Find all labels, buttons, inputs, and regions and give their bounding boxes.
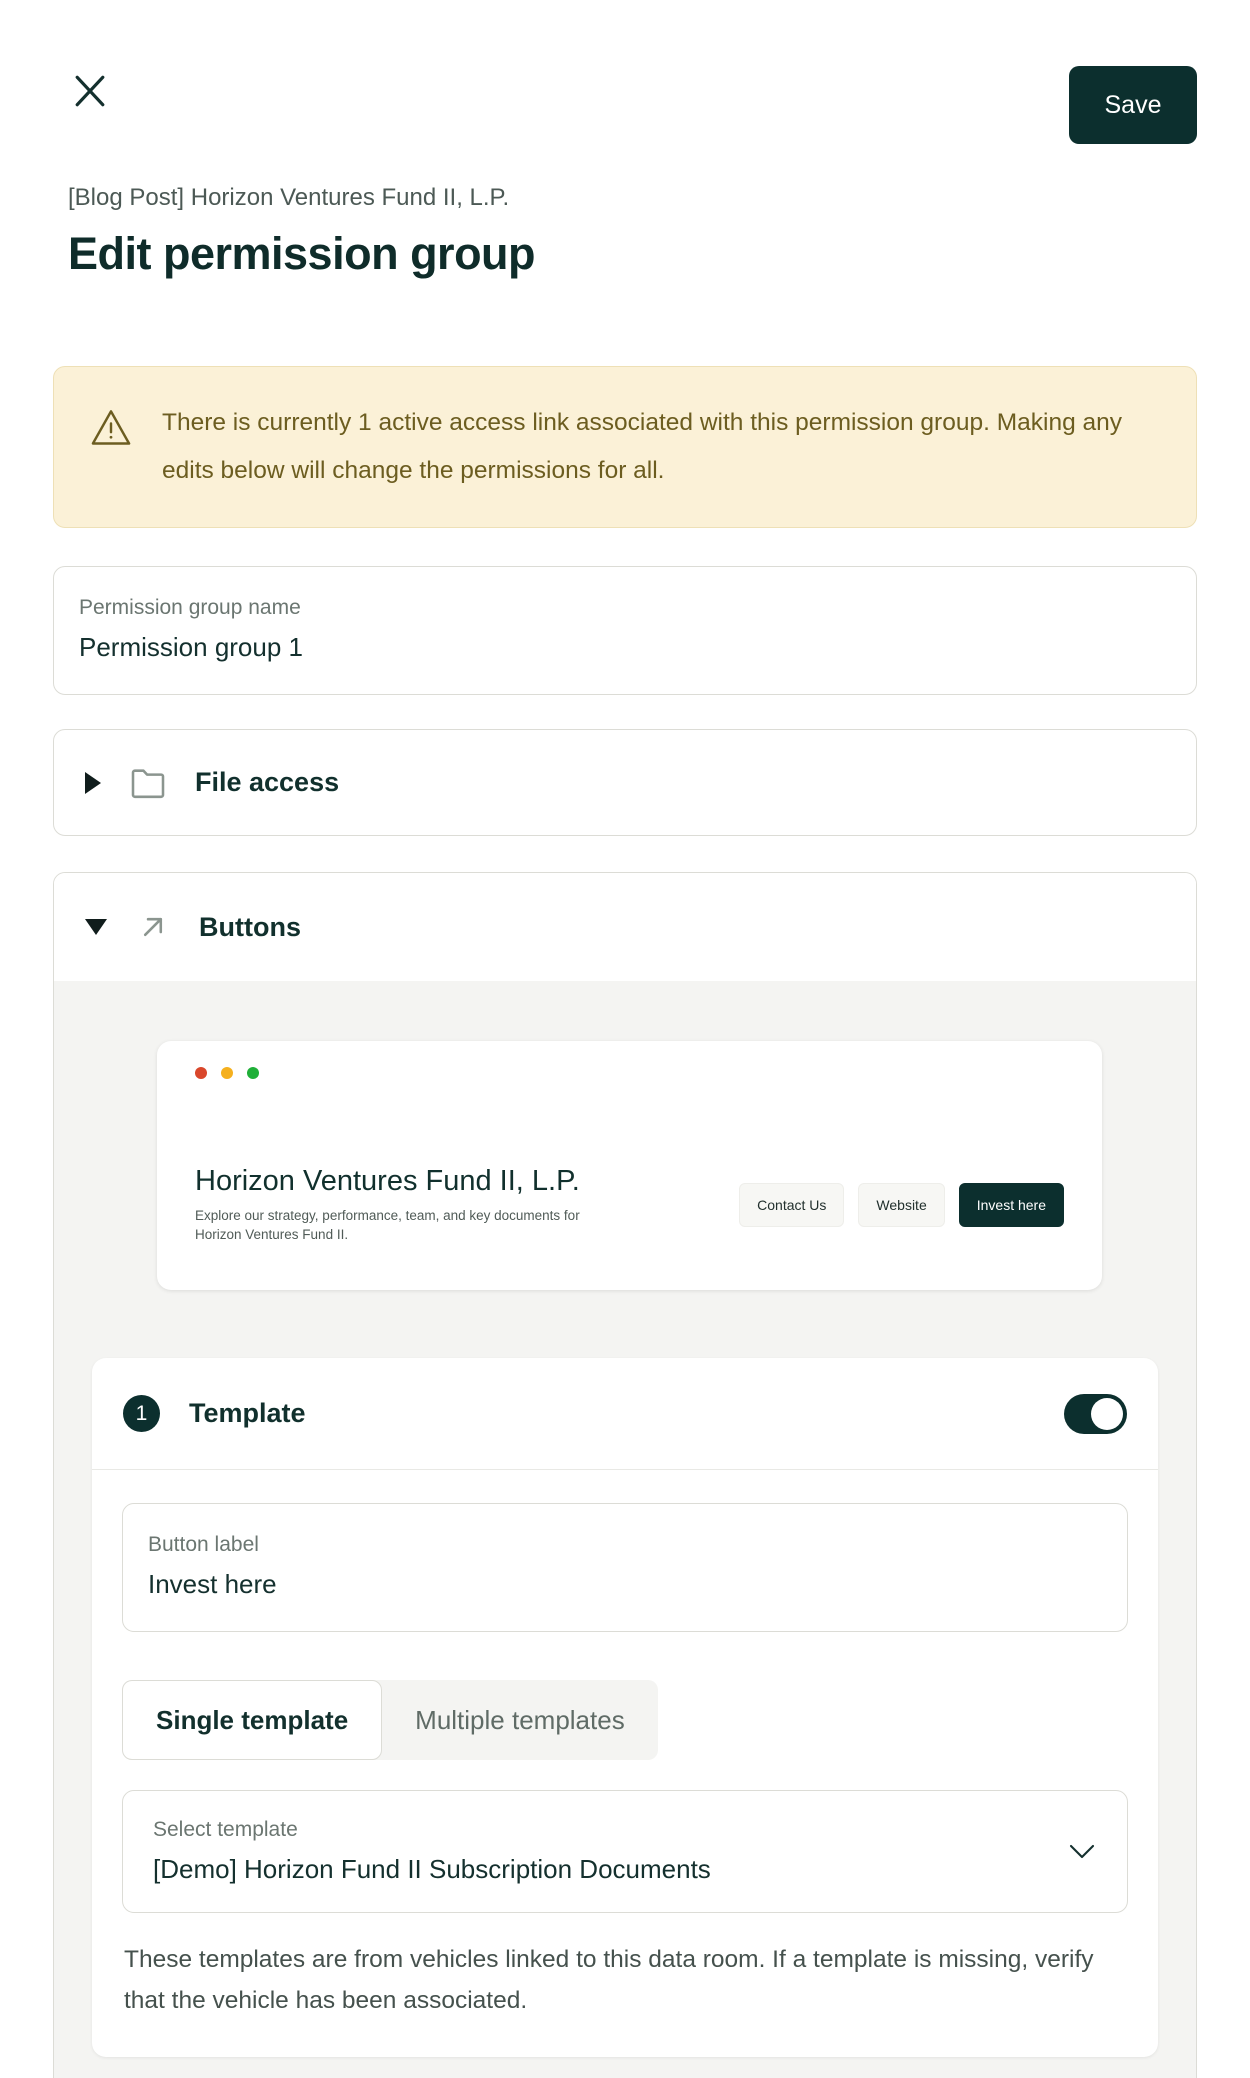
buttons-section-header[interactable]	[54, 873, 1196, 981]
page-title: Edit permission group	[68, 228, 536, 279]
preview-invest-here-button[interactable]: Invest here	[959, 1183, 1064, 1227]
permission-group-name-value[interactable]: Permission group 1	[79, 632, 303, 662]
caret-right-icon	[85, 772, 101, 794]
template-card-title: Template	[189, 1398, 306, 1428]
permission-group-name-label: Permission group name	[79, 596, 301, 619]
warning-banner	[53, 366, 1197, 528]
select-template-label: Select template	[153, 1818, 298, 1841]
buttons-section-label: Buttons	[199, 911, 301, 942]
preview-fund-description: Explore our strategy, performance, team, and key documents for Horizon Ventures Fund II.	[195, 1208, 580, 1242]
browser-dot-red	[195, 1067, 207, 1079]
template-card-header	[92, 1358, 1158, 1470]
browser-dot-green	[247, 1067, 259, 1079]
browser-dot-amber	[221, 1067, 233, 1079]
select-template-dropdown[interactable]	[122, 1790, 1128, 1913]
button-label-value[interactable]: Invest here	[148, 1569, 277, 1599]
close-button[interactable]	[65, 66, 115, 116]
file-access-section-label: File access	[195, 767, 340, 797]
close-icon	[68, 69, 112, 113]
tab-single-template[interactable]: Single template	[122, 1680, 382, 1760]
breadcrumb: [Blog Post] Horizon Ventures Fund II, L.P.	[68, 184, 510, 211]
browser-dots	[157, 1067, 1102, 1079]
template-toggle[interactable]	[1064, 1394, 1127, 1434]
preview-website-button[interactable]: Website	[858, 1183, 944, 1227]
toggle-knob	[1091, 1398, 1123, 1430]
template-card	[92, 1358, 1158, 2057]
top-bar	[53, 0, 1197, 144]
template-card-body	[92, 1470, 1158, 2057]
preview-fund-title: Horizon Ventures Fund II, L.P.	[195, 1165, 580, 1197]
select-template-text	[153, 1818, 711, 1885]
caret-down-icon	[85, 919, 107, 935]
file-access-section-header[interactable]	[53, 729, 1197, 836]
permission-group-name-field[interactable]	[53, 566, 1197, 695]
warning-triangle-icon	[90, 407, 132, 452]
select-template-value: [Demo] Horizon Fund II Subscription Documents	[153, 1854, 711, 1884]
preview-buttons-row	[739, 1183, 1064, 1227]
preview-content	[157, 1165, 1102, 1244]
warning-text: There is currently 1 active access link associated with this permission group. Making any edits below will change the permissions for all.	[162, 409, 1122, 484]
chevron-down-icon	[1067, 1842, 1097, 1861]
tab-multiple-templates[interactable]: Multiple templates	[382, 1680, 658, 1760]
folder-icon	[130, 767, 166, 799]
button-label-field[interactable]	[122, 1503, 1128, 1632]
landing-page-preview	[157, 1041, 1102, 1290]
button-label-label: Button label	[148, 1533, 259, 1556]
template-help-text: These templates are from vehicles linked to this data room. If a template is missing, verify that the vehicle has been associated.	[124, 1946, 1094, 2014]
buttons-section	[53, 872, 1197, 2078]
save-button[interactable]: Save	[1069, 66, 1197, 144]
preview-contact-us-button[interactable]: Contact Us	[739, 1183, 844, 1227]
buttons-section-body	[54, 981, 1196, 2078]
template-number-badge: 1	[123, 1395, 160, 1432]
template-mode-tabs	[122, 1680, 658, 1760]
arrow-up-right-icon	[136, 910, 170, 944]
preview-text-block	[195, 1165, 620, 1244]
